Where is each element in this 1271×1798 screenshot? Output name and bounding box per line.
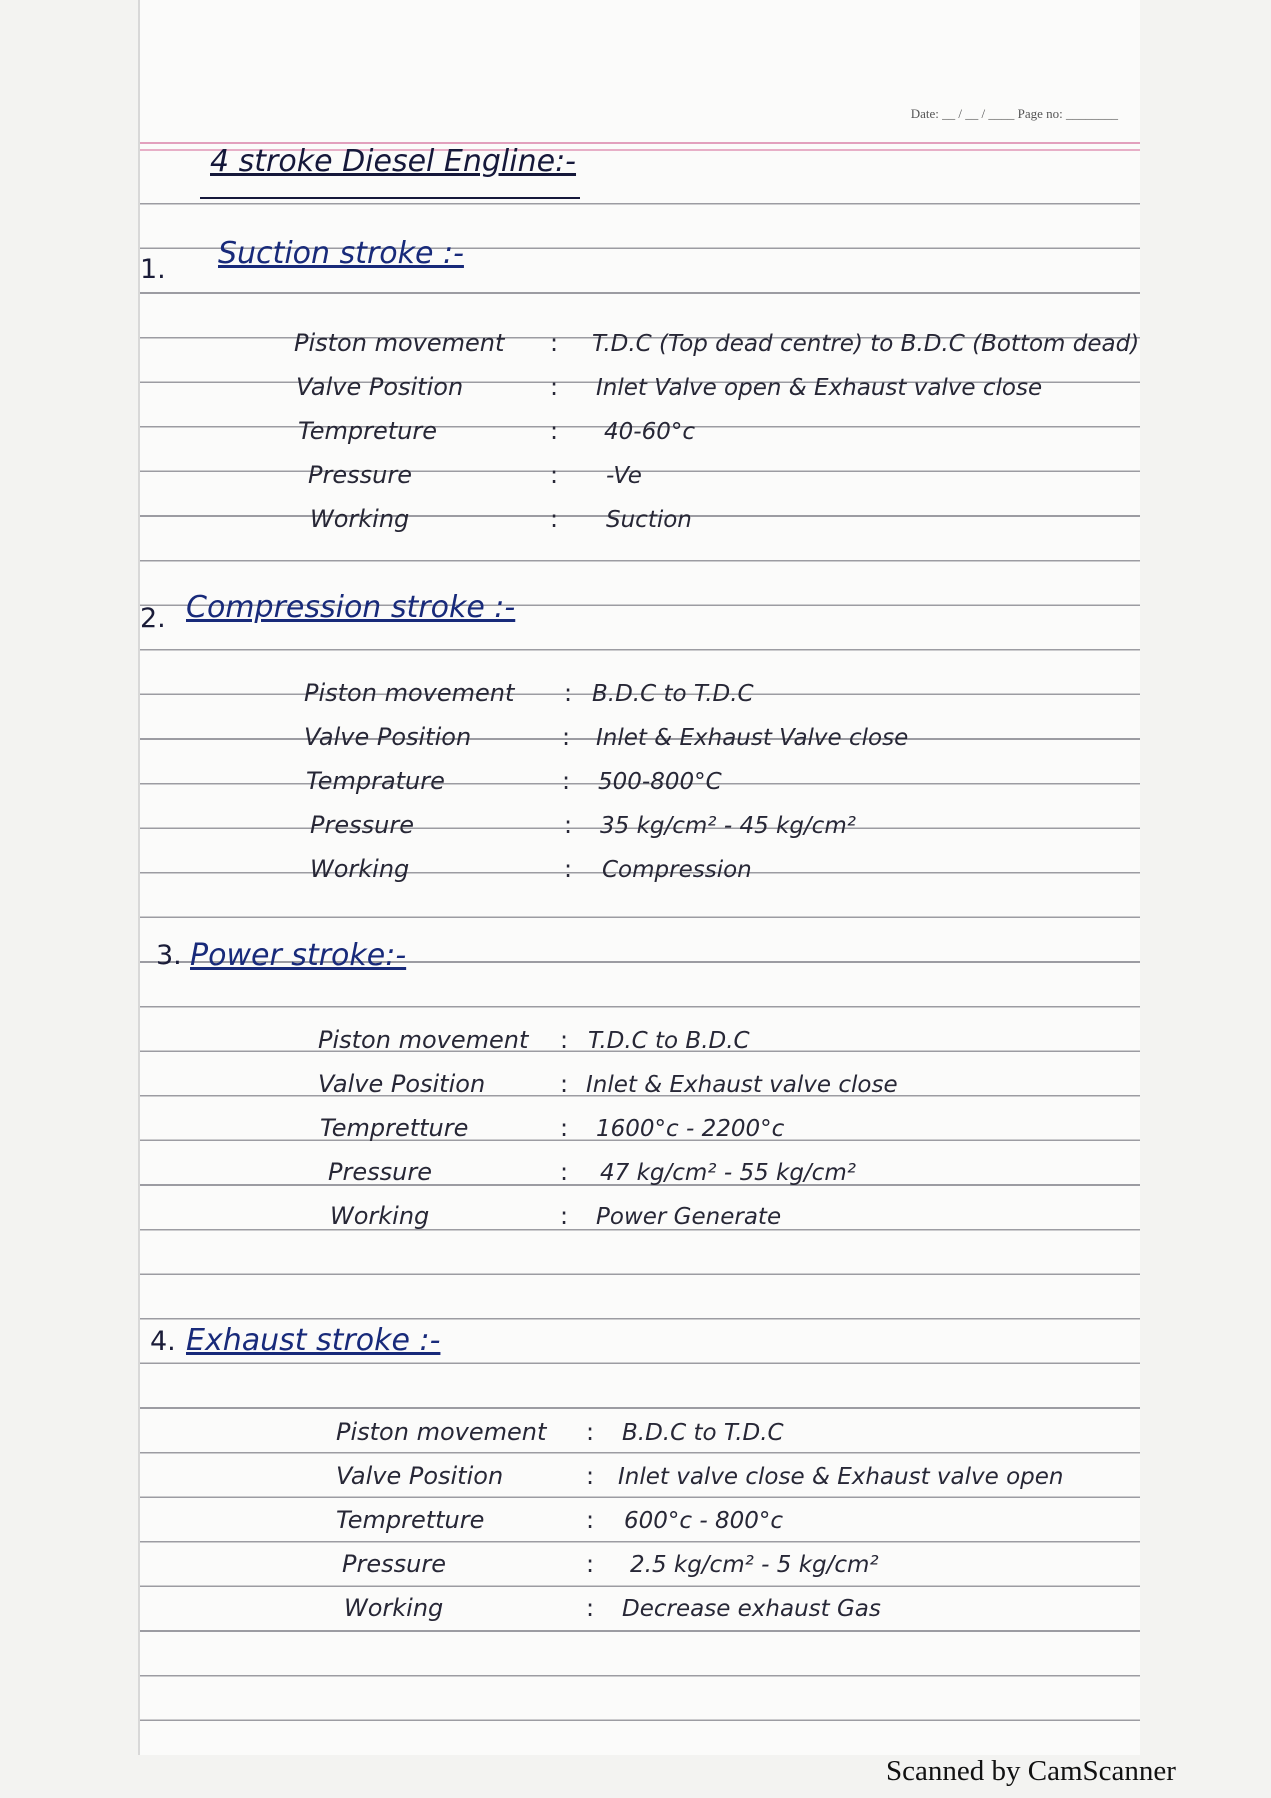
row-colon: : <box>550 461 559 489</box>
section-number: 2. <box>140 603 166 634</box>
row-value: T.D.C (Top dead centre) to B.D.C (Bottom dead) <box>592 331 1140 357</box>
row-colon: : <box>550 329 559 357</box>
row-value: Compression <box>602 857 752 883</box>
section-title: Compression stroke :- <box>186 590 516 625</box>
row-value: Power Generate <box>596 1204 782 1230</box>
row-label: Tempretture <box>336 1506 485 1534</box>
row-label: Working <box>344 1594 444 1622</box>
row-value: T.D.C to B.D.C <box>588 1028 750 1054</box>
row-label: Valve Position <box>318 1070 486 1098</box>
section-title: Exhaust stroke :- <box>186 1323 441 1358</box>
title-underline <box>200 197 580 199</box>
row-value: Inlet Valve open & Exhaust valve close <box>596 375 1043 401</box>
row-value: Decrease exhaust Gas <box>622 1596 881 1622</box>
row-label: Tempreture <box>298 417 437 445</box>
row-value: -Ve <box>606 463 642 489</box>
row-value: Suction <box>606 507 692 533</box>
row-colon: : <box>562 767 571 795</box>
section-title: Suction stroke :- <box>218 236 464 271</box>
row-colon: : <box>550 373 559 401</box>
row-colon: : <box>550 417 559 445</box>
date-value: __ / __ / ____ <box>942 106 1015 121</box>
row-value: 40-60°c <box>604 419 695 445</box>
row-colon: : <box>586 1506 595 1534</box>
row-colon: : <box>550 505 559 533</box>
row-colon: : <box>560 1114 569 1142</box>
row-label: Working <box>310 505 410 533</box>
row-label: Working <box>310 855 410 883</box>
scanner-watermark: Scanned by CamScanner <box>886 1755 1176 1787</box>
row-value: Inlet & Exhaust valve close <box>586 1072 898 1098</box>
row-colon: : <box>586 1550 595 1578</box>
row-colon: : <box>564 855 573 883</box>
row-colon: : <box>586 1462 595 1490</box>
date-page-header <box>911 106 1118 122</box>
row-colon: : <box>560 1158 569 1186</box>
row-label: Valve Position <box>304 723 472 751</box>
section-number: 1. <box>140 254 166 285</box>
row-label: Piston movement <box>336 1418 547 1446</box>
row-label: Working <box>330 1202 430 1230</box>
page-footer-area <box>140 1737 1140 1755</box>
row-value: Inlet valve close & Exhaust valve open <box>618 1464 1064 1490</box>
notebook-page <box>138 0 1140 1755</box>
row-label: Piston movement <box>318 1026 529 1054</box>
row-colon: : <box>564 679 573 707</box>
row-value: 35 kg/cm² - 45 kg/cm² <box>600 813 856 839</box>
row-colon: : <box>562 723 571 751</box>
row-label: Pressure <box>342 1550 446 1578</box>
row-colon: : <box>586 1594 595 1622</box>
section-number: 3. <box>156 940 182 971</box>
row-label: Valve Position <box>336 1462 504 1490</box>
row-colon: : <box>560 1202 569 1230</box>
row-label: Pressure <box>310 811 414 839</box>
row-colon: : <box>564 811 573 839</box>
row-value: B.D.C to T.D.C <box>592 681 754 707</box>
row-label: Tempretture <box>320 1114 469 1142</box>
page-number-value: ________ <box>1066 106 1118 121</box>
row-colon: : <box>560 1070 569 1098</box>
row-label: Piston movement <box>294 329 505 357</box>
page-title-text: 4 stroke Diesel Engline:- <box>210 144 577 179</box>
page-title <box>210 144 576 179</box>
row-colon: : <box>586 1418 595 1446</box>
row-value: 600°c - 800°c <box>624 1508 784 1534</box>
row-label: Piston movement <box>304 679 515 707</box>
row-value: 1600°c - 2200°c <box>596 1116 785 1142</box>
row-label: Valve Position <box>296 373 464 401</box>
row-value: 2.5 kg/cm² - 5 kg/cm² <box>630 1552 879 1578</box>
page-number-label: Page no: <box>1017 106 1063 121</box>
section-title: Power stroke:- <box>190 938 407 973</box>
row-label: Temprature <box>306 767 445 795</box>
row-value: B.D.C to T.D.C <box>622 1420 784 1446</box>
row-colon: : <box>560 1026 569 1054</box>
row-label: Pressure <box>328 1158 432 1186</box>
date-label: Date: <box>910 106 939 121</box>
page-header-area <box>140 0 1140 160</box>
row-value: 47 kg/cm² - 55 kg/cm² <box>600 1160 856 1186</box>
row-label: Pressure <box>308 461 412 489</box>
row-value: 500-800°C <box>598 769 722 795</box>
section-number: 4. <box>150 1326 176 1357</box>
row-value: Inlet & Exhaust Valve close <box>596 725 909 751</box>
